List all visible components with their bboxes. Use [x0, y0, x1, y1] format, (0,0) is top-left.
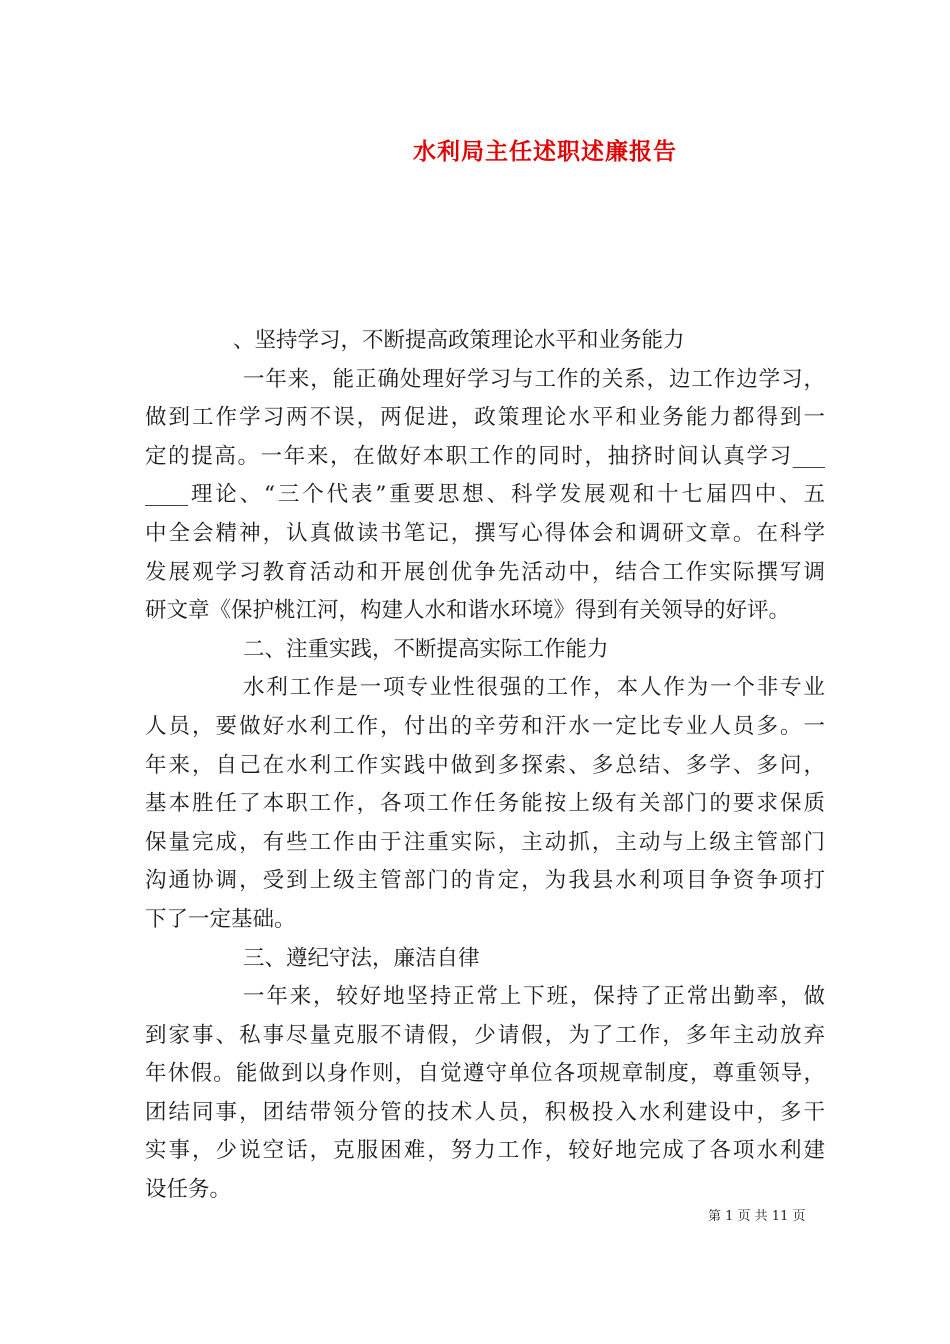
section-heading-3: 三、遵纪守法，廉洁自律 [243, 945, 480, 971]
paragraph-line: ____理论、“三个代表”重要思想、科学发展观和十七届四中、五 [145, 482, 825, 508]
paragraph-line: 到家事、私事尽量克服不请假，少请假，为了工作，多年主动放弃 [145, 1022, 825, 1048]
paragraph-line: 实事，少说空话，克服困难，努力工作，较好地完成了各项水利建 [145, 1138, 825, 1164]
paragraph-line: 一年来，能正确处理好学习与工作的关系，边工作边学习， [243, 366, 825, 392]
paragraph-line: 设任务。 [145, 1177, 232, 1203]
paragraph-line: 一年来，较好地坚持正常上下班，保持了正常出勤率，做 [243, 984, 825, 1010]
section-heading-2: 二、注重实践，不断提高实际工作能力 [243, 636, 609, 662]
paragraph-line: 年休假。能做到以身作则，自觉遵守单位各项规章制度，尊重领导， [145, 1061, 825, 1087]
paragraph-line: 年来，自己在水利工作实践中做到多探索、多总结、多学、多问， [145, 752, 825, 778]
paragraph-line: 定的提高。一年来，在做好本职工作的同时，抽挤时间认真学习___ [145, 443, 825, 469]
paragraph-line: 下了一定基础。 [145, 906, 296, 932]
document-body [145, 322, 825, 1210]
paragraph-line: 水利工作是一项专业性很强的工作，本人作为一个非专业 [243, 675, 825, 701]
paragraph-line: 保量完成，有些工作由于注重实际，主动抓，主动与上级主管部门 [145, 829, 825, 855]
document-title: 水利局主任述职述廉报告 [413, 139, 677, 165]
page-footer: 第 1 页 共 11 页 [708, 1209, 806, 1224]
paragraph-line: 团结同事，团结带领分管的技术人员，积极投入水利建设中，多干 [145, 1099, 825, 1125]
paragraph-line: 做到工作学习两不误，两促进，政策理论水平和业务能力都得到一 [145, 405, 825, 431]
paragraph-line: 沟通协调，受到上级主管部门的肯定，为我县水利项目争资争项打 [145, 868, 825, 894]
section-heading-1: 、坚持学习，不断提高政策理论水平和业务能力 [233, 328, 685, 353]
paragraph-line: 发展观学习教育活动和开展创优争先活动中，结合工作实际撰写调 [145, 559, 825, 585]
paragraph-line: 人员，要做好水利工作，付出的辛劳和汗水一定比专业人员多。一 [145, 713, 825, 739]
paragraph-line: 中全会精神，认真做读书笔记，撰写心得体会和调研文章。在科学 [145, 520, 825, 546]
paragraph-line: 基本胜任了本职工作，各项工作任务能按上级有关部门的要求保质 [145, 791, 825, 817]
paragraph-line: 研文章《保护桃江河，构建人水和谐水环境》得到有关领导的好评。 [145, 598, 791, 624]
